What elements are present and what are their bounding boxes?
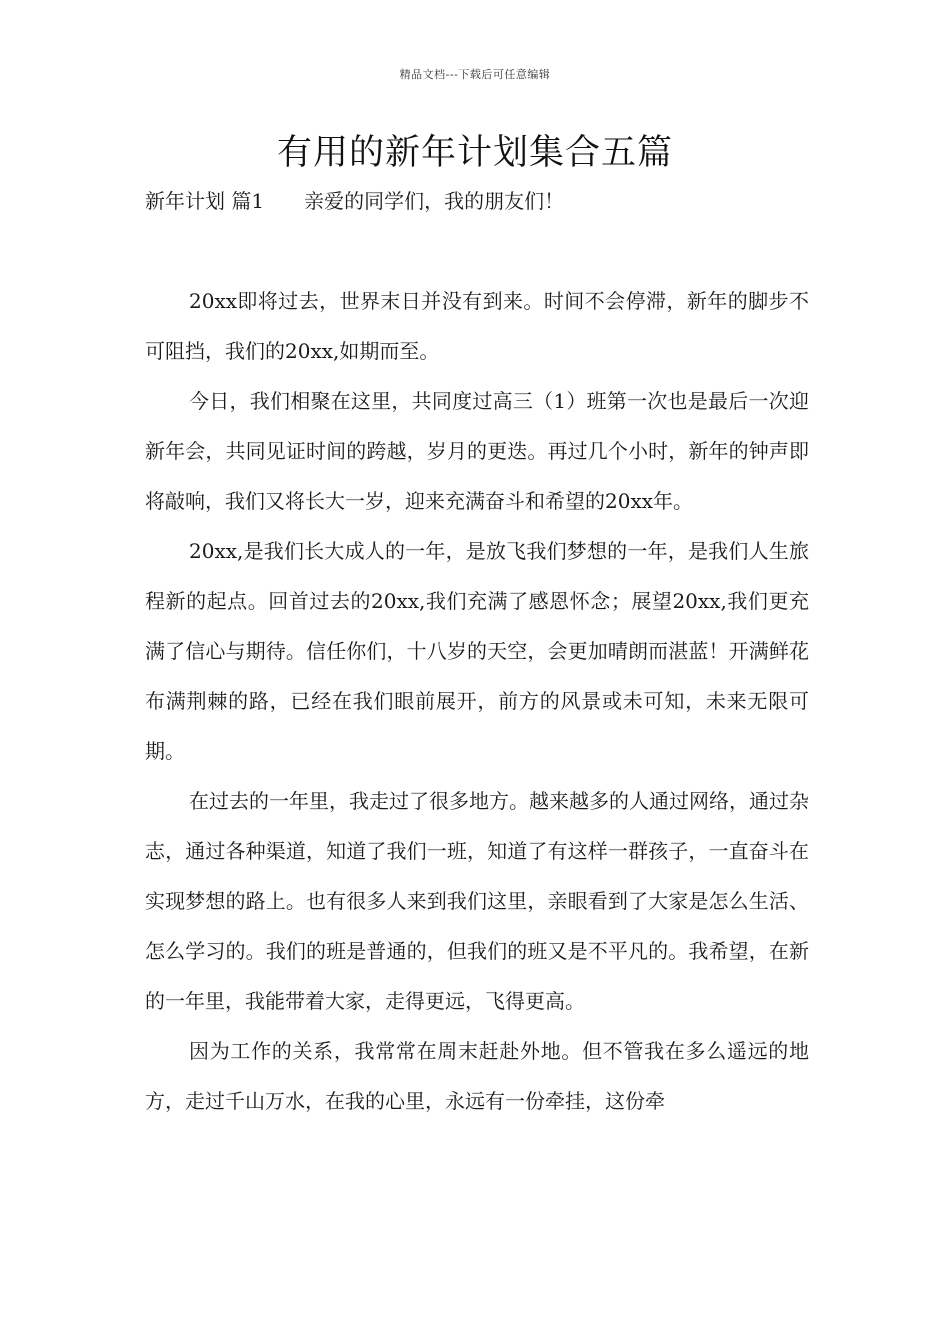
- greeting-text: 亲爱的同学们，我的朋友们！: [304, 189, 565, 213]
- paragraph: 在过去的一年里，我走过了很多地方。越来越多的人通过网络，通过杂志，通过各种渠道，知道了我们一班，知道了有这样一群孩子，一直奋斗在实现梦想的路上。也有很多人来到我们这里，亲眼看到了大家是怎么生活、怎么学习的。我们的班是普通的，但我们的班又是不平凡的。我希望，在新的一年里，我能带着大家，走得更远，飞得更高。: [145, 789, 809, 1013]
- paragraph: 20xx,是我们长大成人的一年，是放飞我们梦想的一年，是我们人生旅程新的起点。回首过去的20xx,我们充满了感恩怀念；展望20xx,我们更充满了信心与期待。信任你们，十八岁的天空，会更加晴朗而湛蓝！开满鲜花布满荆棘的路，已经在我们眼前展开，前方的风景或未可知，未来无限可期。: [145, 539, 809, 763]
- paragraph: 因为工作的关系，我常常在周末赶赴外地。但不管我在多么遥远的地方，走过千山万水，在我的心里，永远有一份牵挂，这份牵: [145, 1039, 809, 1113]
- section-label: 新年计划 篇1: [145, 189, 265, 213]
- paragraph: 今日，我们相聚在这里，共同度过高三（1）班第一次也是最后一次迎新年会，共同见证时间的跨越，岁月的更迭。再过几个小时，新年的钟声即将敲响，我们又将长大一岁，迎来充满奋斗和希望的20xx年。: [145, 389, 809, 513]
- paragraph: 20xx即将过去，世界末日并没有到来。时间不会停滞，新年的脚步不可阻挡，我们的20xx,如期而至。: [145, 289, 809, 363]
- document-title: 有用的新年计划集合五篇: [276, 133, 673, 173]
- header-note: 精品文档---下载后可任意编辑: [399, 68, 551, 81]
- section-heading-line: [145, 186, 825, 216]
- body-text: [145, 276, 809, 1126]
